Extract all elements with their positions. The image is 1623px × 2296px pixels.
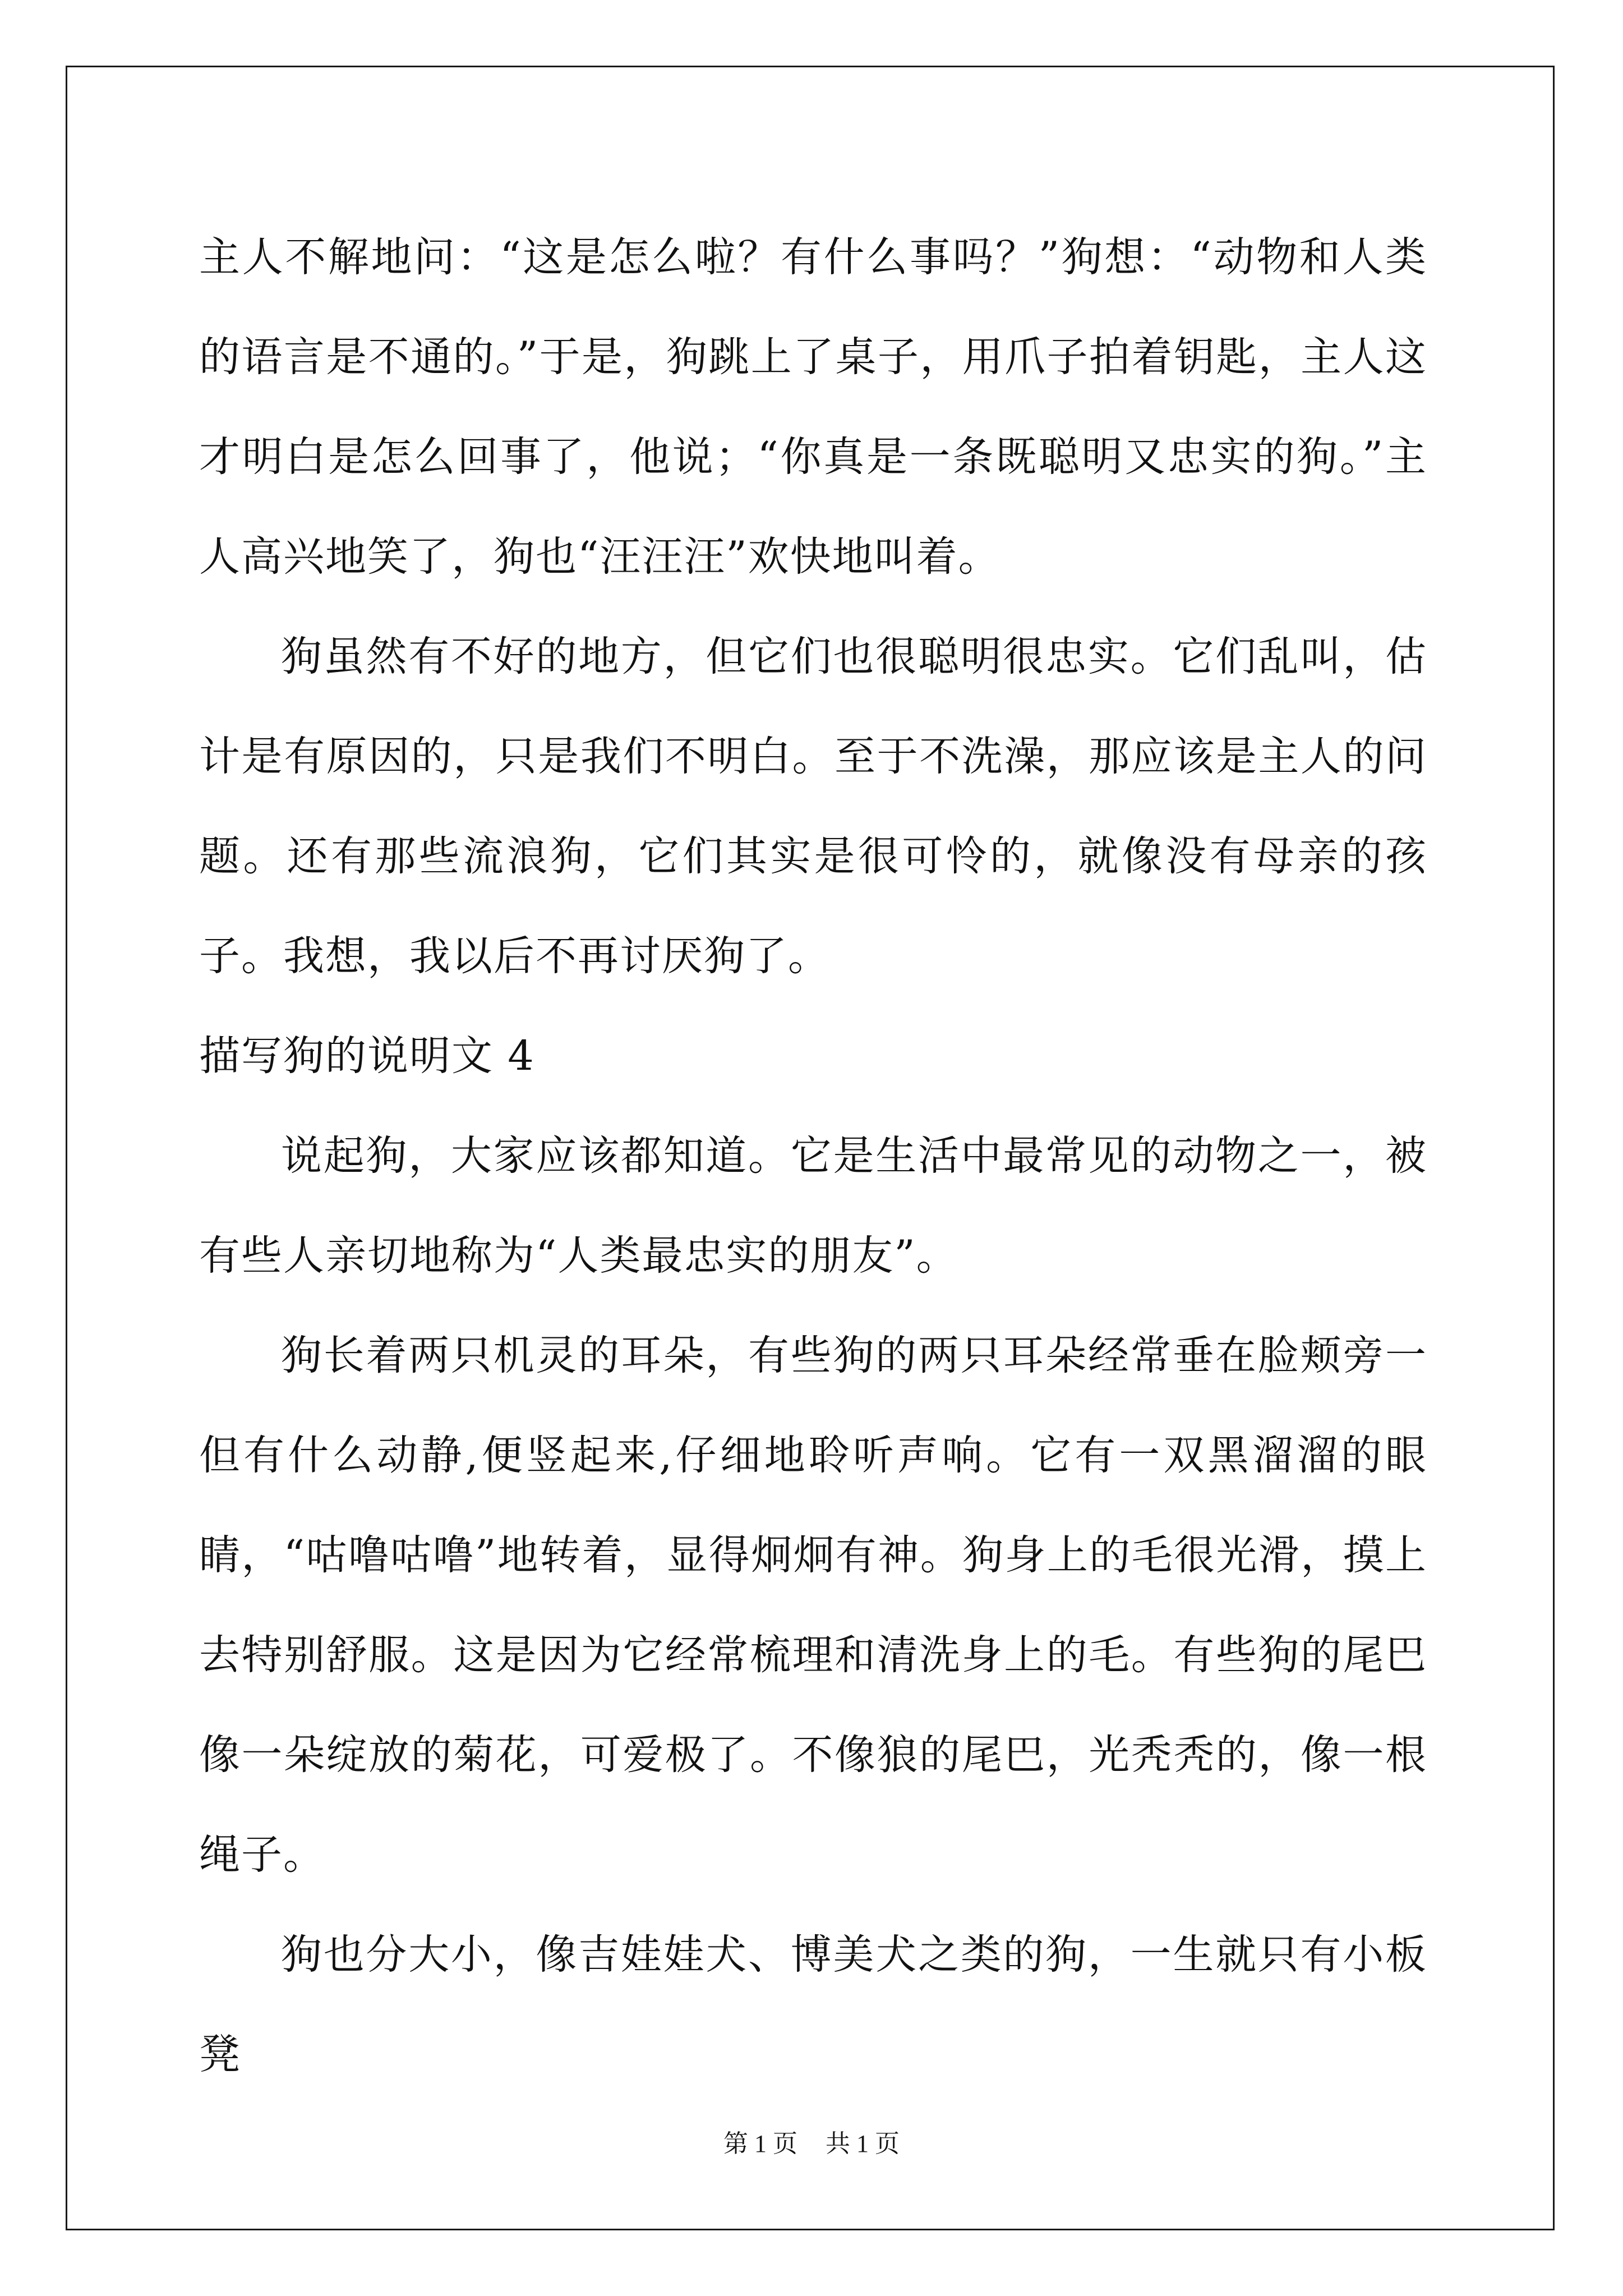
paragraph: 狗虽然有不好的地方，但它们也很聪明很忠实。它们乱叫，估计是有原因的，只是我们不明白。至于不洗澡，那应该是主人的问题。还有那些流浪狗，它们其实是很可怜的，就像没有母亲的孩子。我想，我以后不再讨厌狗了。 [199, 633, 1427, 980]
page-footer [0, 2123, 1623, 2159]
paragraph: 狗也分大小，像吉娃娃犬、博美犬之类的狗，一生就只有小板凳 [199, 1931, 1427, 2078]
paragraph: 说起狗，大家应该都知道。它是生活中最常见的动物之一，被有些人亲切地称为“人类最忠实的朋友”。 [199, 1132, 1427, 1280]
paragraph-continuation: 主人不解地问：“这是怎么啦？有什么事吗？”狗想：“动物和人类的语言是不通的。”于是，狗跳上了桌子，用爪子拍着钥匙，主人这才明白是怎么回事了，他说；“你真是一条既聪明又忠实的狗。”主人高兴地笑了，狗也“汪汪汪”欢快地叫着。 [199, 233, 1427, 581]
page-total: 共 1 页 [826, 2130, 900, 2157]
paragraph: 狗长着两只机灵的耳朵，有些狗的两只耳朵经常垂在脸颊旁一但有什么动静,便竖起来,仔细地聆听声响。它有一双黑溜溜的眼睛，“咕噜咕噜”地转着，显得炯炯有神。狗身上的毛很光滑，摸上去特别舒服。这是因为它经常梳理和清洗身上的毛。有些狗的尾巴像一朵绽放的菊花，可爱极了。不像狼的尾巴，光秃秃的，像一根绳子。 [199, 1332, 1427, 1879]
section-heading: 描写狗的说明文 4 [199, 1032, 535, 1080]
document-body [199, 208, 1427, 2105]
page-number: 第 1 页 [723, 2130, 797, 2157]
